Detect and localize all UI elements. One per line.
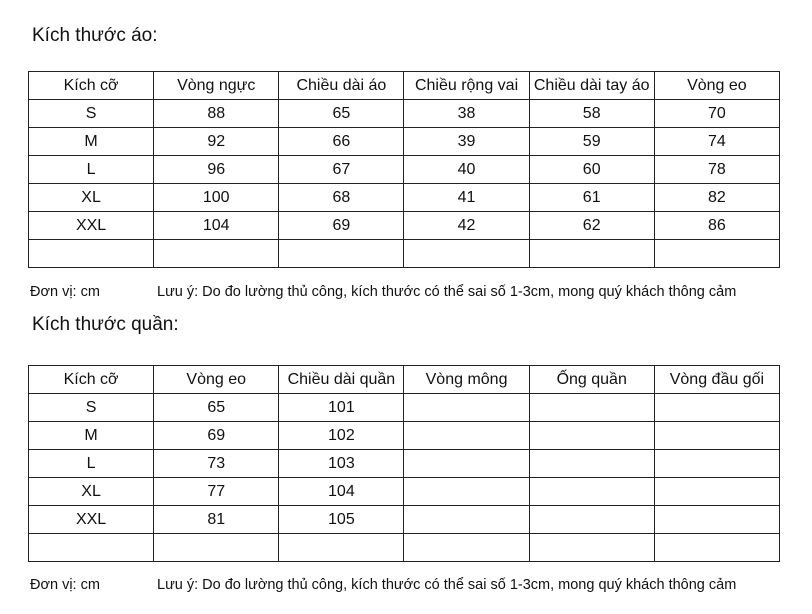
column-header: Vòng ngực [154, 72, 279, 100]
table-row [29, 240, 780, 268]
table-cell: M [29, 422, 154, 450]
column-header: Vòng eo [154, 366, 279, 394]
table-cell: 41 [404, 184, 529, 212]
table-cell [404, 534, 529, 562]
table-row [29, 394, 780, 422]
table-row [29, 100, 780, 128]
table-cell: 61 [529, 184, 654, 212]
table-cell: 81 [154, 506, 279, 534]
table-cell: 105 [279, 506, 404, 534]
table-cell [529, 240, 654, 268]
column-header: Vòng mông [404, 366, 529, 394]
table-cell [529, 394, 654, 422]
table-cell: 68 [279, 184, 404, 212]
column-header: Vòng đầu gối [654, 366, 779, 394]
pants-unit-note: Đơn vị: cm [30, 577, 100, 593]
table-cell: 69 [279, 212, 404, 240]
table-cell: 77 [154, 478, 279, 506]
table-cell [654, 478, 779, 506]
table-row [29, 128, 780, 156]
table-cell [529, 478, 654, 506]
table-cell: XL [29, 184, 154, 212]
table-cell [154, 534, 279, 562]
table-cell [279, 240, 404, 268]
table-cell: 62 [529, 212, 654, 240]
column-header: Kích cỡ [29, 366, 154, 394]
table-cell: XXL [29, 212, 154, 240]
table-cell [404, 450, 529, 478]
table-cell [529, 422, 654, 450]
table-row [29, 534, 780, 562]
table-cell: L [29, 450, 154, 478]
table-row [29, 450, 780, 478]
table-row [29, 184, 780, 212]
table-cell: 65 [279, 100, 404, 128]
shirt-size-title: Kích thước áo: [32, 25, 158, 46]
table-cell [529, 534, 654, 562]
table-cell [404, 240, 529, 268]
column-header: Chiều dài áo [279, 72, 404, 100]
table-cell [154, 240, 279, 268]
table-cell: 70 [654, 100, 779, 128]
table-cell: 74 [654, 128, 779, 156]
table-cell: 65 [154, 394, 279, 422]
table-row [29, 212, 780, 240]
table-cell: L [29, 156, 154, 184]
table-cell: 73 [154, 450, 279, 478]
table-cell: S [29, 394, 154, 422]
table-cell [529, 450, 654, 478]
table-cell [529, 506, 654, 534]
table-cell: 86 [654, 212, 779, 240]
table-cell [404, 506, 529, 534]
table-cell: 39 [404, 128, 529, 156]
table-cell: 88 [154, 100, 279, 128]
table-cell: 42 [404, 212, 529, 240]
table-cell: 92 [154, 128, 279, 156]
table-cell: XL [29, 478, 154, 506]
table-cell: 38 [404, 100, 529, 128]
table-cell: 69 [154, 422, 279, 450]
table-cell: 59 [529, 128, 654, 156]
column-header: Chiều dài quần [279, 366, 404, 394]
column-header: Ống quần [529, 366, 654, 394]
table-row [29, 156, 780, 184]
table-cell: 101 [279, 394, 404, 422]
table-cell: 40 [404, 156, 529, 184]
table-cell: M [29, 128, 154, 156]
column-header: Chiều dài tay áo [529, 72, 654, 100]
table-cell: 100 [154, 184, 279, 212]
table-header-row [29, 72, 780, 100]
table-cell [404, 394, 529, 422]
table-row [29, 478, 780, 506]
table-cell: 104 [279, 478, 404, 506]
table-cell [404, 478, 529, 506]
pants-size-table [28, 365, 780, 562]
table-cell [654, 534, 779, 562]
table-cell [654, 506, 779, 534]
table-cell: 60 [529, 156, 654, 184]
table-cell: 104 [154, 212, 279, 240]
table-cell: 66 [279, 128, 404, 156]
pants-remark-note: Lưu ý: Do đo lường thủ công, kích thước có thể sai số 1-3cm, mong quý khách thông cảm [157, 577, 737, 593]
table-cell [654, 240, 779, 268]
table-header-row [29, 366, 780, 394]
column-header: Vòng eo [654, 72, 779, 100]
table-row [29, 422, 780, 450]
table-cell: 82 [654, 184, 779, 212]
table-cell: 103 [279, 450, 404, 478]
table-cell: 96 [154, 156, 279, 184]
shirt-size-table [28, 71, 780, 268]
table-cell: XXL [29, 506, 154, 534]
table-cell [29, 534, 154, 562]
column-header: Kích cỡ [29, 72, 154, 100]
column-header: Chiều rộng vai [404, 72, 529, 100]
table-cell: 102 [279, 422, 404, 450]
table-cell: 67 [279, 156, 404, 184]
table-cell: S [29, 100, 154, 128]
table-cell [404, 422, 529, 450]
table-cell [654, 394, 779, 422]
table-cell [279, 534, 404, 562]
pants-size-title: Kích thước quần: [32, 314, 179, 335]
table-cell [654, 450, 779, 478]
shirt-remark-note: Lưu ý: Do đo lường thủ công, kích thước có thể sai số 1-3cm, mong quý khách thông cảm [157, 284, 737, 300]
table-cell [654, 422, 779, 450]
table-row [29, 506, 780, 534]
table-cell: 78 [654, 156, 779, 184]
table-cell: 58 [529, 100, 654, 128]
shirt-unit-note: Đơn vị: cm [30, 284, 100, 300]
table-cell [29, 240, 154, 268]
